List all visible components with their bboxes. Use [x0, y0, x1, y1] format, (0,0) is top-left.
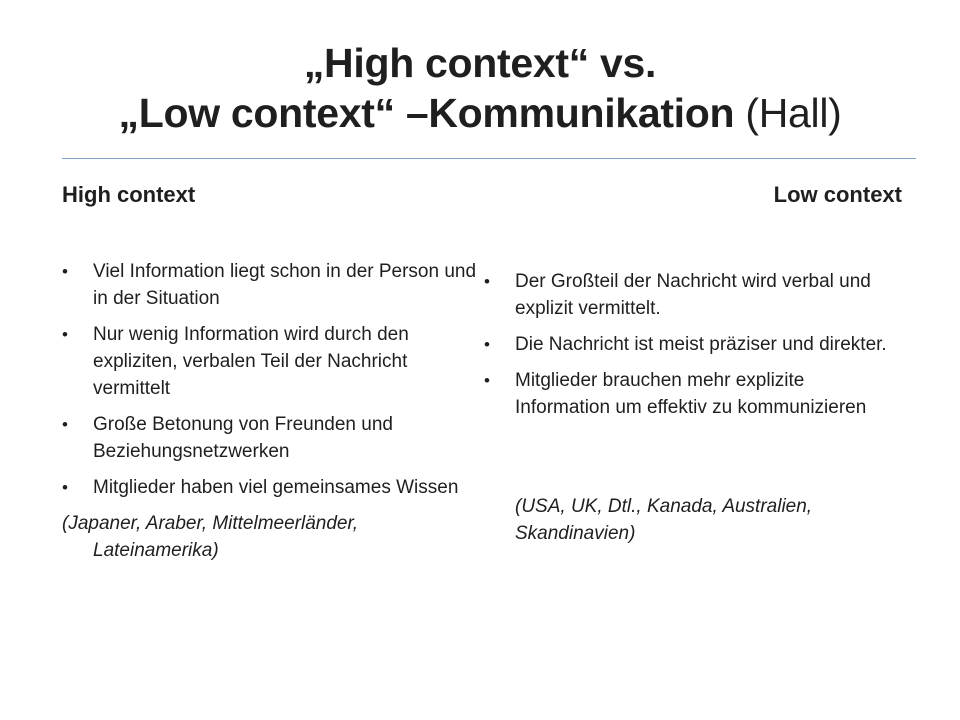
bullet-icon: • [62, 415, 68, 434]
list-item-text: Der Großteil der Nachricht wird verbal und explizit vermittelt. [515, 271, 871, 319]
list-item-text: Die Nachricht ist meist präziser und direkter. [515, 334, 887, 355]
low-context-examples: (USA, UK, Dtl., Kanada, Australien, Skandinavien) [515, 496, 813, 544]
low-context-column [484, 268, 904, 547]
list-item-text: Große Betonung von Freunden und Beziehungsnetzwerken [93, 414, 393, 462]
bullet-icon: • [484, 335, 490, 354]
list-item [484, 331, 904, 358]
title-divider [62, 158, 916, 159]
title-line-1: „High context“ vs. [303, 40, 657, 86]
high-context-examples: (Japaner, Araber, Mittelmeerländer, Lateinamerika) [62, 513, 359, 561]
list-item [62, 258, 482, 312]
list-item [62, 411, 482, 465]
high-context-list [62, 258, 482, 501]
bullet-icon: • [62, 325, 68, 344]
low-context-list [484, 268, 904, 421]
title-line-2-author: (Hall) [745, 90, 842, 136]
list-item [62, 321, 482, 402]
list-item-text: Viel Information liegt schon in der Person und in der Situation [93, 261, 477, 309]
bullet-icon: • [484, 371, 490, 390]
title-line-2-bold: „Low context“ –Kommunikation [118, 90, 735, 136]
bullet-icon: • [484, 272, 490, 291]
list-item [484, 367, 904, 421]
list-item-text: Mitglieder haben viel gemeinsames Wissen [93, 477, 459, 498]
list-item-text: Mitglieder brauchen mehr explizite Information um effektiv zu kommunizieren [515, 370, 867, 418]
low-context-heading: Low context [773, 182, 902, 207]
list-item-text: Nur wenig Information wird durch den expliziten, verbalen Teil der Nachricht vermittelt [93, 324, 409, 399]
list-item [484, 268, 904, 322]
slide-title [60, 38, 900, 138]
title-line-2 [60, 88, 900, 138]
high-context-column [62, 258, 482, 564]
bullet-icon: • [62, 262, 68, 281]
list-item [62, 474, 482, 501]
bullet-icon: • [62, 478, 68, 497]
high-context-heading: High context [62, 182, 196, 207]
